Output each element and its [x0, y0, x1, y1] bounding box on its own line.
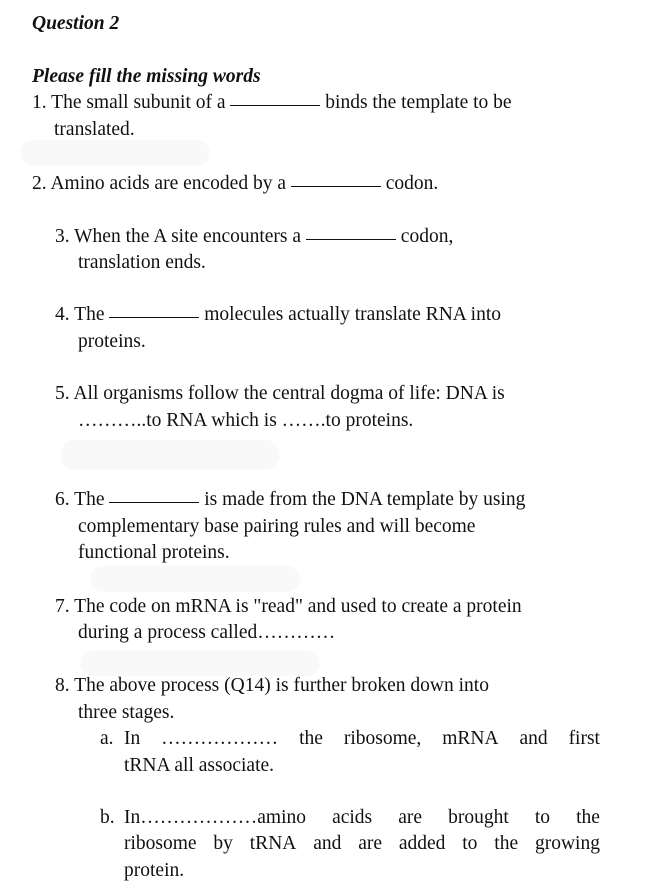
q6-answer-blank[interactable] [109, 501, 199, 503]
q8b-word: and [313, 833, 342, 854]
q8a-word: first [568, 728, 600, 749]
q1-continuation: translated. [54, 119, 135, 140]
q2-answer-blank[interactable] [291, 185, 381, 187]
instructions: Please fill the missing words [32, 66, 261, 87]
q8b-word: added [398, 833, 446, 854]
q4-text-after: molecules actually translate RNA into [204, 304, 501, 325]
q8b-line-1 [124, 808, 600, 828]
q8a-line-1 [124, 729, 600, 749]
scan-smudge [20, 140, 210, 166]
q5-line-1: All organisms follow the central dogma of life: DNA is [73, 383, 505, 404]
q1-number: 1. [32, 92, 47, 113]
q3-text-before: When the A site encounters a [74, 226, 302, 247]
q8b-word: brought [448, 807, 509, 828]
q2-text-before: Amino acids are encoded by a [50, 173, 286, 194]
q8b-word: the [494, 833, 519, 854]
q8a-word: mRNA [442, 728, 499, 749]
q8b-word: the [576, 807, 600, 828]
question-3 [55, 227, 453, 247]
q1-text-before: The small subunit of a [51, 92, 226, 113]
q8b-line-2 [124, 834, 600, 854]
q8b-word: tRNA [249, 833, 297, 854]
question-heading: Question 2 [32, 13, 120, 34]
scan-smudge [80, 650, 320, 676]
q6-text-after: is made from the DNA template by using [204, 489, 526, 510]
q3-number: 3. [55, 226, 70, 247]
q6-line-2: complementary base pairing rules and will become [78, 516, 476, 537]
q8a-continuation: tRNA all associate. [124, 755, 275, 776]
q8a-label: a. [100, 728, 114, 749]
q5-number: 5. [55, 383, 70, 404]
question-8 [55, 676, 489, 696]
question-2 [32, 174, 438, 194]
q5-line-2: ………..to RNA which is …….to proteins. [78, 410, 414, 431]
q8-line-1: The above process (Q14) is further broken down into [74, 675, 489, 696]
q7-line-2: during a process called………… [78, 622, 336, 643]
q8b-word: are [398, 807, 423, 828]
q8b-word: to [534, 807, 551, 828]
scan-smudge [60, 440, 280, 470]
q8b-word: growing [534, 833, 600, 854]
q6-text-before: The [74, 489, 105, 510]
question-5 [55, 384, 505, 404]
q8a-word: ribosome, [343, 728, 422, 749]
q8a-word: and [519, 728, 548, 749]
q4-text-before: The [74, 304, 105, 325]
q8b-word: to [462, 833, 478, 854]
q4-answer-blank[interactable] [109, 316, 199, 318]
q3-answer-blank[interactable] [306, 238, 396, 240]
q1-answer-blank[interactable] [230, 104, 320, 106]
q4-continuation: proteins. [78, 331, 146, 352]
q8b-word: ribosome [124, 833, 197, 854]
q4-number: 4. [55, 304, 70, 325]
q3-text-after: codon, [400, 226, 454, 247]
question-7 [55, 597, 522, 617]
q8a-word: In [124, 728, 141, 749]
q8a-answer-dots[interactable]: ……………… [161, 728, 279, 749]
q7-number: 7. [55, 596, 70, 617]
q8b-word: by [213, 833, 233, 854]
q8-number: 8. [55, 675, 70, 696]
question-6 [55, 490, 525, 510]
question-4 [55, 305, 501, 325]
scan-smudge [90, 566, 300, 592]
q2-number: 2. [32, 173, 47, 194]
q8b-continuation: protein. [124, 860, 185, 881]
q1-text-after: binds the template to be [325, 92, 512, 113]
q8b-answer-dots[interactable]: In………………amino [124, 807, 306, 828]
q8b-word: are [358, 833, 383, 854]
q7-line-1: The code on mRNA is "read" and used to create a protein [74, 596, 522, 617]
q6-line-3: functional proteins. [78, 542, 230, 563]
q8b-word: acids [332, 807, 373, 828]
question-1 [32, 93, 512, 113]
q2-text-after: codon. [385, 173, 439, 194]
q8a-word: the [299, 728, 323, 749]
q8-line-2: three stages. [78, 702, 175, 723]
q6-number: 6. [55, 489, 70, 510]
q3-continuation: translation ends. [78, 252, 206, 273]
q8b-label: b. [100, 807, 115, 828]
